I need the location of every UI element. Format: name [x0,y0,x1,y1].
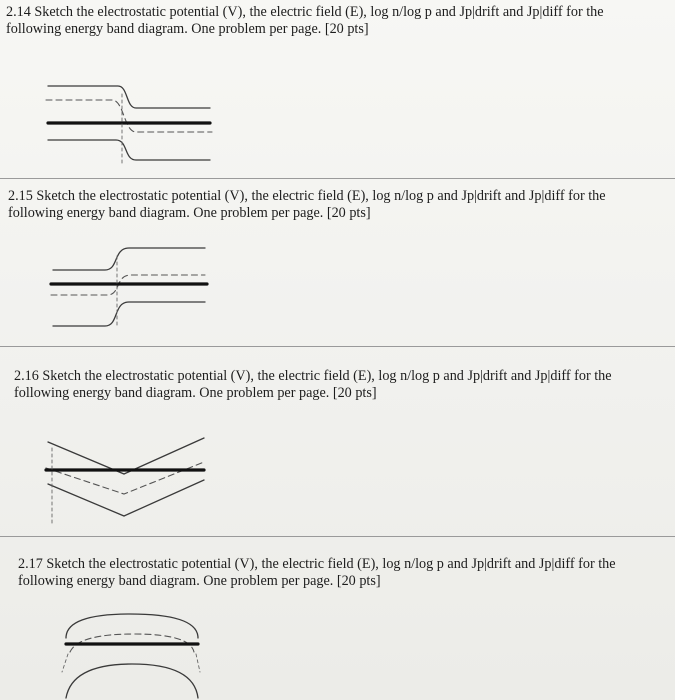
edge-marker-right-2-17 [196,654,200,672]
band-diagram-2-17 [58,608,218,700]
valence-band-2-15 [53,302,205,326]
problem-2-17-line-1: 2.17 Sketch the electrostatic potential (V), the electric field (E), log n/log p and Jp|drift and Jp|diff for the [18,556,616,572]
problem-2-16-text [14,368,612,402]
conduction-band-2-15 [53,248,205,270]
valence-band-2-17 [66,664,198,698]
problem-2-16-line-2: following energy band diagram. One problem per page. [20 pts] [14,385,377,401]
band-diagram-2-15 [45,240,215,335]
problem-2-14-text [6,4,604,38]
divider-2 [0,346,675,347]
band-diagram-2-16 [38,428,218,528]
conduction-band-2-17 [66,614,198,638]
problem-2-15-text [8,188,606,222]
problem-2-14-line-2: following energy band diagram. One problem per page. [20 pts] [6,21,369,37]
problem-2-17-text [18,556,616,590]
divider-1 [0,178,675,179]
problem-2-16-line-1: 2.16 Sketch the electrostatic potential (V), the electric field (E), log n/log p and Jp|drift and Jp|diff for the [14,368,612,384]
band-diagram-2-14 [40,80,220,170]
edge-marker-left-2-17 [62,654,68,672]
valence-band-2-16 [48,480,204,516]
problem-2-15-line-1: 2.15 Sketch the electrostatic potential (V), the electric field (E), log n/log p and Jp|drift and Jp|diff for the [8,188,606,204]
valence-band-2-14 [48,140,210,160]
conduction-band-2-14 [48,86,210,108]
intrinsic-level-2-14 [46,100,212,132]
problem-2-14-line-1: 2.14 Sketch the electrostatic potential (V), the electric field (E), log n/log p and Jp|drift and Jp|diff for the [6,4,604,20]
problem-2-15-line-2: following energy band diagram. One problem per page. [20 pts] [8,205,371,221]
divider-3 [0,536,675,537]
problem-2-17-line-2: following energy band diagram. One problem per page. [20 pts] [18,573,381,589]
intrinsic-level-2-16 [46,462,204,494]
